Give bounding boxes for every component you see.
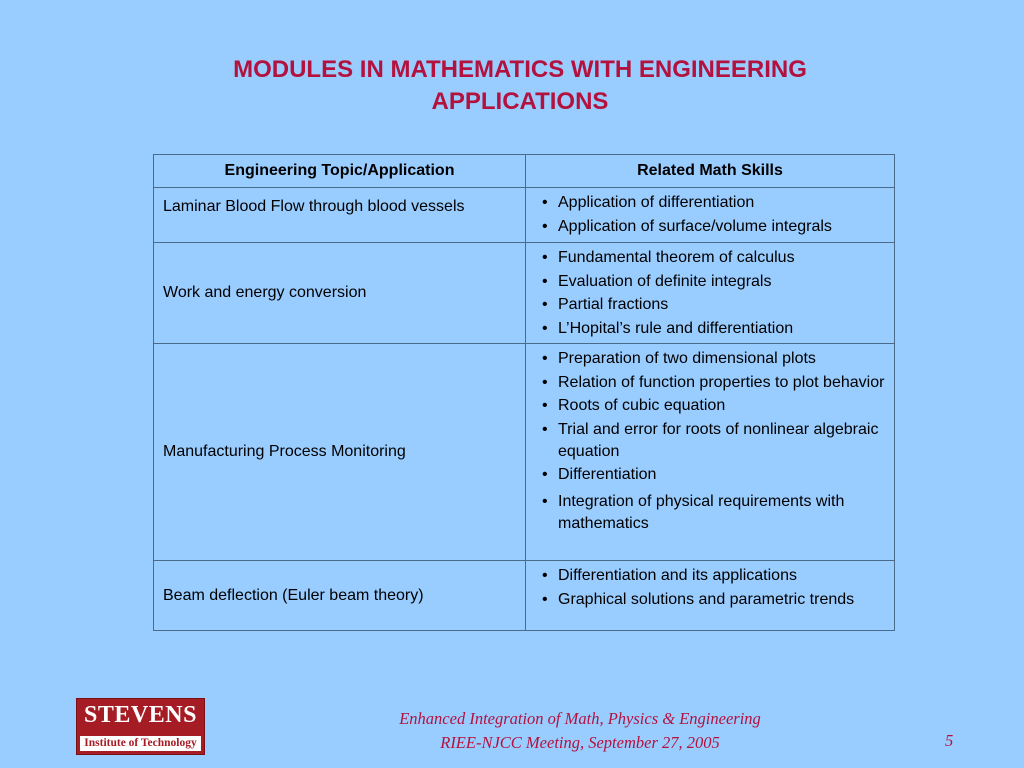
page-number: 5: [945, 731, 954, 750]
skills-cell: [526, 188, 895, 243]
column-header-skills: Related Math Skills: [526, 155, 895, 188]
skill-item: • Integration of physical requirements with mathematics: [538, 491, 886, 535]
skills-cell: [526, 243, 895, 344]
table-row: [154, 243, 895, 344]
logo-subtitle: Institute of Technology: [80, 736, 201, 751]
skill-item: • Preparation of two dimensional plots: [538, 348, 886, 370]
table-row: [154, 188, 895, 243]
topic-cell: Beam deflection (Euler beam theory): [154, 561, 526, 631]
footer-line-2: RIEE-NJCC Meeting, September 27, 2005: [440, 733, 720, 752]
skills-cell: [526, 561, 895, 631]
skill-item: • Application of differentiation: [538, 192, 886, 214]
table-header-row: [154, 155, 895, 188]
skills-list: [538, 247, 886, 340]
footer-text: [330, 707, 830, 755]
stevens-logo: [76, 698, 205, 755]
logo-name: STEVENS: [84, 702, 197, 728]
skill-item: • Application of surface/volume integrals: [538, 216, 886, 238]
skill-item: • Differentiation and its applications: [538, 565, 886, 587]
slide-title-line-1: MODULES IN MATHEMATICS WITH ENGINEERING: [233, 56, 807, 83]
skill-item: • Evaluation of definite integrals: [538, 271, 886, 293]
skill-item: • Relation of function properties to plot behavior: [538, 372, 886, 394]
footer-line-1: Enhanced Integration of Math, Physics & Engineering: [399, 709, 761, 728]
slide-title: [120, 54, 920, 118]
skill-item: • Roots of cubic equation: [538, 395, 886, 417]
skills-list: [538, 348, 886, 535]
skills-list: [538, 192, 886, 238]
skill-item: • Graphical solutions and parametric trends: [538, 589, 886, 611]
table-row: [154, 561, 895, 631]
skill-item: • Partial fractions: [538, 294, 886, 316]
skills-cell: [526, 344, 895, 561]
table-row: [154, 344, 895, 561]
skill-item: • Trial and error for roots of nonlinear algebraic equation: [538, 419, 886, 463]
topic-cell: Work and energy conversion: [154, 243, 526, 344]
modules-table: [153, 154, 895, 631]
topic-cell: Laminar Blood Flow through blood vessels: [154, 188, 526, 243]
skill-item: • L’Hopital’s rule and differentiation: [538, 318, 886, 340]
topic-cell: Manufacturing Process Monitoring: [154, 344, 526, 561]
skills-list: [538, 565, 886, 611]
column-header-topic: Engineering Topic/Application: [154, 155, 526, 188]
slide-title-line-2: APPLICATIONS: [431, 88, 609, 115]
skill-item: • Fundamental theorem of calculus: [538, 247, 886, 269]
skill-item: • Differentiation: [538, 464, 886, 486]
